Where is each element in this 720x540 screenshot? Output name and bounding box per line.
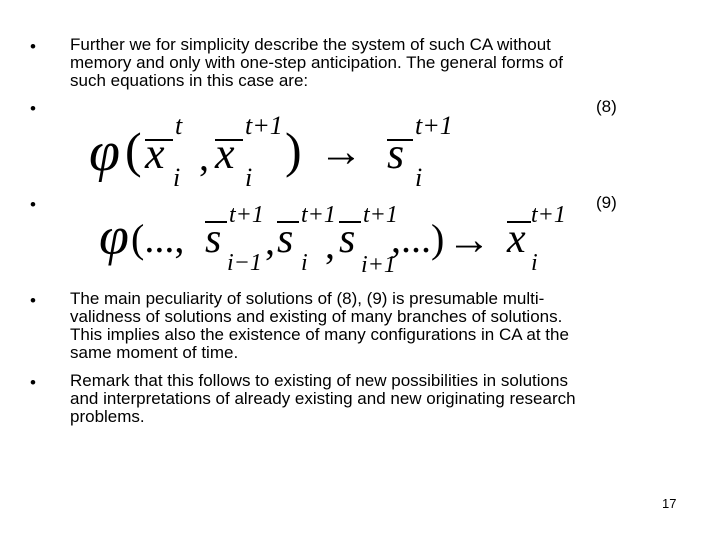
- page-number: 17: [662, 496, 677, 511]
- eq9-result-sup: t+1: [531, 202, 566, 228]
- eq9-a1-sub: i−1: [227, 250, 262, 276]
- bullet-1: •: [30, 37, 36, 56]
- eq9-a1-sup: t+1: [229, 202, 264, 228]
- eq9-result-base: x: [507, 216, 526, 262]
- paragraph-peculiarity: The main peculiarity of solutions of (8), (9) is presumable multi- validness of solutions and existing of many branches of solutions. This implies also the existence of many configurations in CA at the same moment of time.: [70, 289, 569, 362]
- eq9-a3-base: s: [339, 216, 356, 262]
- eq9-comma-1: ,: [265, 218, 275, 263]
- eq8-arg1-sup: t: [175, 112, 183, 140]
- eq9-a2-sup: t+1: [301, 202, 336, 228]
- equation-8-number: (8): [596, 97, 617, 116]
- eq8-comma: ,: [199, 134, 209, 179]
- equation-9-number: (9): [596, 193, 617, 212]
- eq9-close: ,...): [391, 216, 445, 261]
- eq9-result-sub: i: [531, 250, 538, 276]
- eq9-a2-base: s: [277, 216, 294, 262]
- eq9-a2-sub: i: [301, 250, 308, 276]
- eq8-arg2-sup: t+1: [245, 112, 283, 140]
- paragraph-intro: Further we for simplicity describe the system of such CA without memory and only with one-step anticipation. The general forms of such equations in this case are:: [70, 35, 563, 90]
- eq9-comma-2: ,: [325, 222, 335, 267]
- eq9-a1-base: s: [205, 216, 222, 262]
- eq8-arg1-sub: i: [173, 163, 181, 190]
- eq9-arrow: →: [447, 215, 491, 264]
- eq8-result-sub: i: [415, 163, 423, 190]
- eq8-arg2-sub: i: [245, 163, 253, 190]
- eq8-arg1-base: x: [145, 129, 165, 178]
- eq9-a3-sub: i+1: [361, 252, 396, 278]
- eq8-result-base: s: [387, 129, 405, 178]
- eq9-phi: φ: [99, 206, 129, 266]
- eq8-arg2-base: x: [215, 129, 235, 178]
- eq8-arrow: →: [319, 127, 363, 176]
- eq8-phi: φ: [89, 121, 120, 183]
- bullet-eq9: •: [30, 195, 36, 214]
- bullet-4: •: [30, 291, 36, 310]
- eq8-open-paren: (: [125, 122, 142, 178]
- bullet-eq8: •: [30, 99, 36, 118]
- eq8-close-paren: ): [285, 122, 302, 178]
- equation-8: [85, 112, 485, 190]
- paragraph-remark: Remark that this follows to existing of new possibilities in solutions and interpretations of already existing and new originating research problems.: [70, 371, 576, 426]
- bullet-5: •: [30, 373, 36, 392]
- eq8-result-sup: t+1: [415, 112, 453, 140]
- equation-9: [95, 200, 575, 278]
- eq9-open: (...,: [131, 216, 185, 261]
- eq9-a3-sup: t+1: [363, 202, 398, 228]
